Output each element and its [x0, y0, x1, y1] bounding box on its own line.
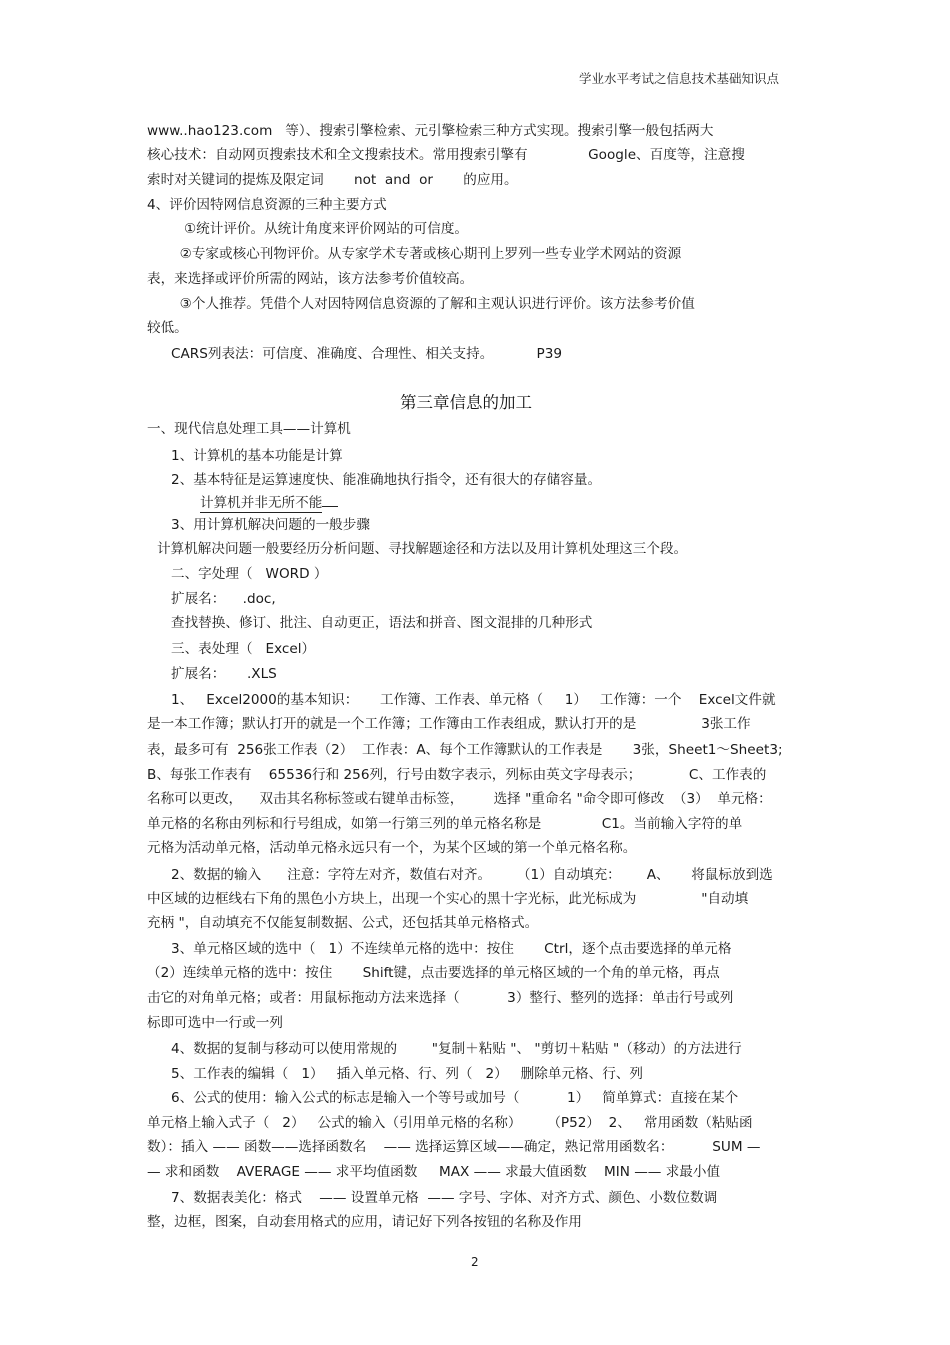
text-line: 单元格上输入式子（ 2） 公式的输入（引用单元格的名称） （P52） 2、 常用函数（粘贴函 — [147, 1115, 753, 1131]
text-line: 整，边框，图案，自动套用格式的应用，请记好下列各按钮的名称及作用 — [147, 1214, 582, 1230]
text-line: www..hao123.com 等）、搜索引擎检索、元引擎检索三种方式实现。搜索引擎一般包括两大 — [147, 123, 714, 139]
page-number: 2 — [471, 1255, 479, 1269]
text-line: 核心技术：自动网页搜索技术和全文搜索技术。常用搜索引擎有 Google、百度等，注意搜 — [147, 147, 745, 163]
section-heading: 一、现代信息处理工具——计算机 — [147, 421, 351, 437]
text-line: B、每张工作表有 65536行和 256列，行号由数字表示，列标由英文字母表示； C、工作表的 — [147, 767, 767, 783]
text-line: ①统计评价。从统计角度来评价网站的可信度。 — [171, 221, 469, 237]
text-line — [200, 494, 338, 512]
underlined-note: 计算机并非无所不能 — [200, 495, 323, 511]
text-line: 1、 Excel2000的基本知识： 工作簿、工作表、单元格（ 1） 工作簿：一个 Excel文件就 — [171, 692, 776, 708]
section-heading: 二、字处理（ WORD ） — [171, 566, 328, 582]
text-line: 名称可以更改， 双击其名称标签或右键单击标签， 选择 "重命名 "命令即可修改 （3） 单元格： — [147, 791, 772, 807]
text-line: 击它的对角单元格；或者：用鼠标拖动方法来选择（ 3）整行、整列的选择：单击行号或列 — [147, 990, 734, 1006]
text-line: 扩展名： .XLS — [171, 666, 277, 682]
text-line: 5、工作表的编辑（ 1） 插入单元格、行、列（ 2） 删除单元格、行、列 — [171, 1066, 644, 1082]
text-line: 1、计算机的基本功能是计算 — [171, 448, 343, 464]
text-line: 是一本工作簿；默认打开的就是一个工作簿；工作簿由工作表组成，默认打开的是 3张工作 — [147, 716, 751, 732]
text-line: ②专家或核心刊物评价。从专家学术专著或核心期刊上罗列一些专业学术网站的资源 — [171, 246, 682, 262]
text-line: 6、公式的使用：输入公式的标志是输入一个等号或加号（ 1） 简单算式：直接在某个 — [171, 1090, 739, 1106]
text-line: 表，最多可有 256张工作表（2） 工作表：A、每个工作簿默认的工作表是 3张，Sheet1～Sheet3; — [147, 742, 783, 758]
text-line: 7、数据表美化：格式 —— 设置单元格 —— 字号、字体、对齐方式、颜色、小数位数调 — [171, 1190, 718, 1206]
text-line: 扩展名： .doc, — [171, 591, 276, 607]
text-line: 4、数据的复制与移动可以使用常规的 "复制＋粘贴 "、 "剪切＋粘贴 "（移动）的方法进行 — [171, 1041, 742, 1057]
text-line: 4、评价因特网信息资源的三种主要方式 — [147, 197, 387, 213]
page-header: 学业水平考试之信息技术基础知识点 — [579, 71, 780, 86]
text-line: CARS列表法：可信度、准确度、合理性、相关支持。 P39 — [171, 346, 563, 362]
text-line: 计算机解决问题一般要经历分析问题、寻找解题途径和方法以及用计算机处理这三个段。 — [157, 541, 688, 557]
text-line: 中区域的边框线右下角的黑色小方块上，出现一个实心的黑十字光标，此光标成为 "自动填 — [147, 891, 749, 907]
text-line: 3、单元格区域的选中（ 1）不连续单元格的选中：按住 Ctrl，逐个点击要选择的单元格 — [171, 941, 732, 957]
text-line: 2、数据的输入 注意：字符左对齐，数值右对齐。 （1）自动填充： A、 将鼠标放到选 — [171, 867, 773, 883]
text-line: 3、用计算机解决问题的一般步骤 — [171, 517, 370, 533]
text-line: 较低。 — [147, 320, 188, 336]
section-heading: 三、表处理（ Excel） — [171, 641, 316, 657]
text-line: 2、基本特征是运算速度快、能准确地执行指令，还有很大的存储容量。 — [171, 472, 602, 488]
text-line: 单元格的名称由列标和行号组成，如第一行第三列的单元格名称是 C1。当前输入字符的单 — [147, 816, 743, 832]
text-line: 查找替换、修订、批注、自动更正，语法和拼音、图文混排的几种形式 — [171, 615, 593, 631]
text-line: 标即可选中一行或一列 — [147, 1015, 283, 1031]
text-line: 表，来选择或评价所需的网站，该方法参考价值较高。 — [147, 271, 474, 287]
text-line: 充柄 "，自动填充不仅能复制数据、公式，还包括其单元格格式。 — [147, 915, 539, 931]
text-line: — 求和函数 AVERAGE —— 求平均值函数 MAX —— 求最大值函数 MIN —— 求最小值 — [147, 1164, 721, 1180]
text-line: 数）：插入 —— 函数——选择函数名 —— 选择运算区域——确定，熟记常用函数名： SUM — — [147, 1139, 761, 1155]
text-line: （2）连续单元格的选中：按住 Shift键，点击要选择的单元格区域的一个角的单元格，再点 — [147, 965, 720, 981]
text-line: 索时对关键词的提炼及限定词 not and or 的应用。 — [147, 172, 518, 188]
text-line: ③个人推荐。凭借个人对因特网信息资源的了解和主观认识进行评价。该方法参考价值 — [171, 296, 695, 312]
chapter-title: 第三章信息的加工 — [400, 393, 532, 412]
text-line: 元格为活动单元格，活动单元格永远只有一个，为某个区域的第一个单元格名称。 — [147, 840, 637, 856]
